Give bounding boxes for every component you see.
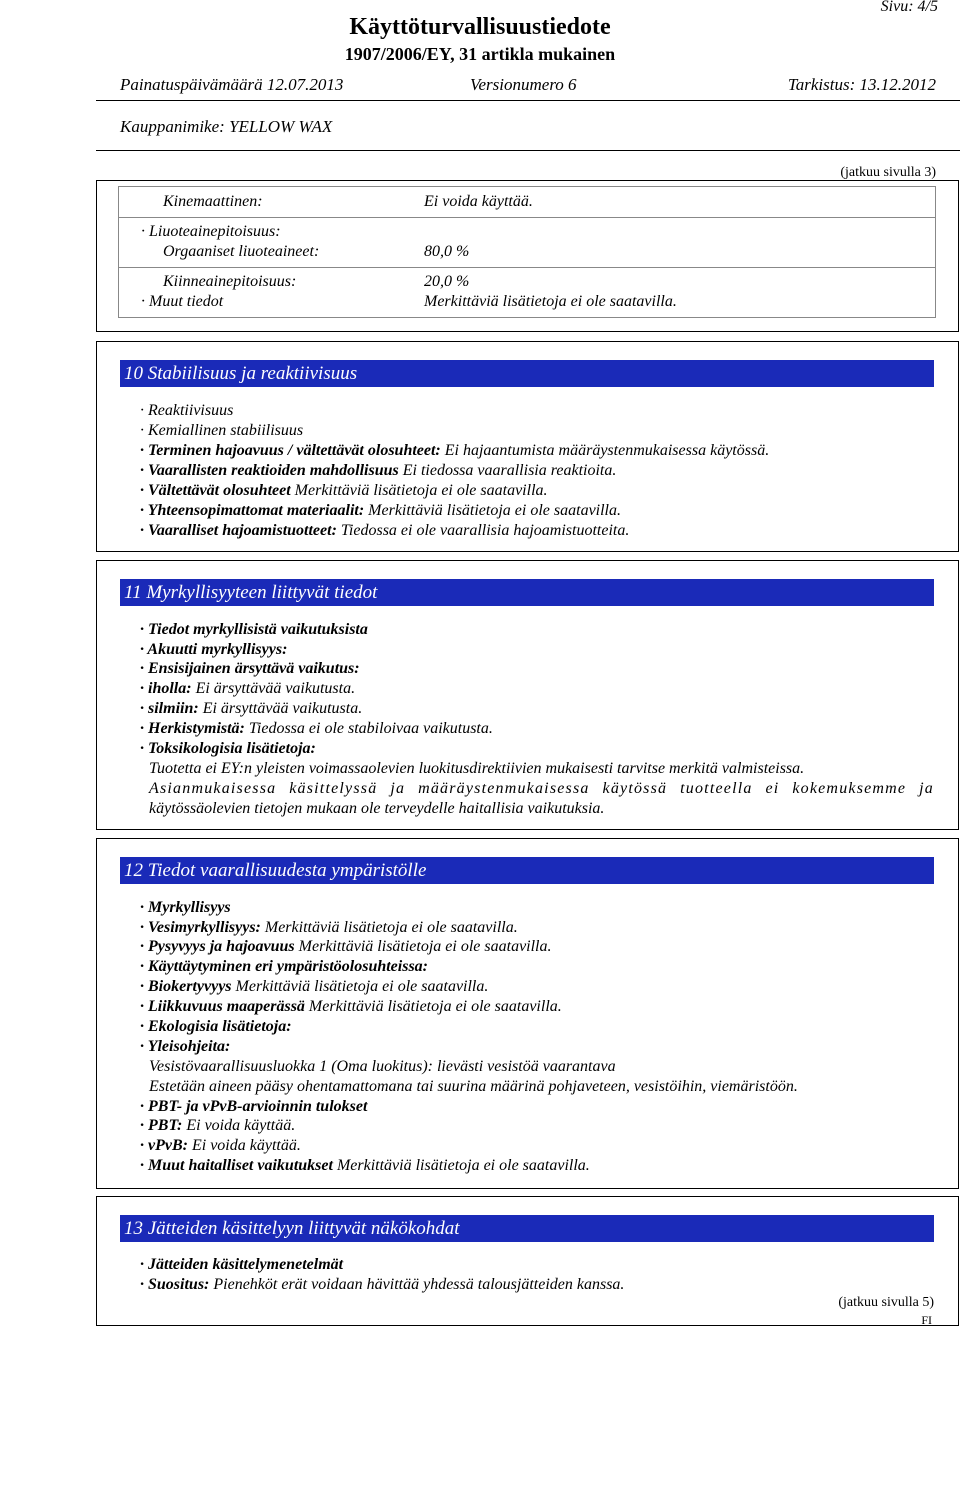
acute-toxicity: · Akuutti myrkyllisyys:	[140, 641, 288, 658]
organic-solvents-label: Orgaaniset liuoteaineet:	[163, 243, 320, 260]
aquatic-tox-label: · Vesimyrkyllisyys:	[140, 919, 261, 936]
other-effects-label: · Muut haitalliset vaikutukset	[140, 1157, 333, 1174]
hazardous-reactions-label: · Vaarallisten reaktioiden mahdollisuus	[140, 462, 399, 479]
hazardous-reactions-value: Ei tiedossa vaarallisia reaktioita.	[402, 462, 617, 479]
organic-solvents-value: 80,0 %	[424, 243, 470, 260]
trade-name: Kauppanimike: YELLOW WAX	[120, 117, 333, 136]
reactivity: · Reaktiivisuus	[140, 402, 234, 419]
other-effects-value: Merkittäviä lisätietoja ei ole saatavilla.	[336, 1157, 590, 1174]
tox-paragraph-3: käytössäolevien tietojen mukaan ole terveydelle haitallisia vaikutuksia.	[149, 800, 605, 817]
solids-label: Kiinneainepitoisuus:	[163, 273, 297, 290]
general-notes: · Yleisohjeita:	[140, 1038, 231, 1055]
revision-date: Tarkistus: 13.12.2012	[787, 75, 936, 94]
skin-value: Ei ärsyttävää vaikutusta.	[195, 680, 356, 697]
soil-mobility-label: · Liikkuvuus maaperässä	[140, 998, 305, 1015]
incompatible-label: · Yhteensopimattomat materiaalit:	[140, 502, 365, 519]
kinematic-label: Kinemaattinen:	[163, 193, 263, 210]
sensitization-value: Tiedossa ei ole stabiloivaa vaikutusta.	[248, 720, 493, 737]
toxicological-info: · Toksikologisia lisätietoja:	[140, 740, 316, 757]
page-number: Sivu: 4/5	[880, 0, 938, 15]
language-code: FI	[921, 1313, 932, 1327]
thermal-decomp-label: · Terminen hajoavuus / vältettävät olosuhteet:	[140, 442, 441, 459]
bioaccumulation-value: Merkittäviä lisätietoja ei ole saatavilla.	[235, 978, 489, 995]
solvent-label: · Liuoteainepitoisuus:	[141, 223, 281, 240]
vpvb-label: · vPvB:	[140, 1137, 188, 1154]
solids-value: 20,0 %	[424, 273, 470, 290]
toxic-effects: · Tiedot myrkyllisistä vaikutuksista	[140, 621, 368, 638]
document-subtitle: 1907/2006/EY, 31 artikla mukainen	[344, 44, 616, 64]
document-title: Käyttöturvallisuustiedote	[349, 14, 611, 40]
persistence-label: · Pysyvyys ja hajoavuus	[140, 938, 295, 955]
eyes-label: · silmiin:	[140, 700, 199, 717]
section-10-heading: 10 Stabiilisuus ja reaktiivisuus	[120, 360, 934, 387]
pbt-value: Ei voida käyttää.	[186, 1117, 296, 1134]
kinematic-value: Ei voida käyttää.	[424, 193, 533, 210]
other-info-label: · Muut tiedot	[141, 293, 224, 310]
section-11-heading: 11 Myrkyllisyyteen liittyvät tiedot	[120, 579, 934, 606]
divider	[119, 267, 935, 268]
conditions-avoid-value: Merkittäviä lisätietoja ei ole saatavilla.	[294, 482, 548, 499]
aquatic-tox-value: Merkittäviä lisätietoja ei ole saatavilla.	[264, 919, 518, 936]
skin-label: · iholla:	[140, 680, 192, 697]
decomp-products-label: · Vaaralliset hajoamistuotteet:	[140, 522, 337, 539]
incompatible-value: Merkittäviä lisätietoja ei ole saatavilla.	[368, 502, 621, 519]
ecological-info: · Ekologisia lisätietoja:	[140, 1018, 292, 1035]
version-number: Versionumero 6	[470, 75, 577, 94]
continued-to: (jatkuu sivulla 5)	[838, 1295, 934, 1310]
tox-paragraph-1: Tuotetta ei EY:n yleisten voimassaolevien luokitusdirektiivien mukaisesti tarvitse merkitä valmisteissa.	[149, 760, 805, 777]
vpvb-value: Ei voida käyttää.	[191, 1137, 301, 1154]
thermal-decomp-value: Ei hajaantumista määräystenmukaisessa käytössä.	[444, 442, 770, 459]
section-12-heading: 12 Tiedot vaarallisuudesta ympäristölle	[120, 857, 934, 884]
print-date: Painatuspäivämäärä 12.07.2013	[120, 75, 344, 94]
section-13-heading: 13 Jätteiden käsittelyyn liittyvät näkökohdat	[120, 1215, 934, 1242]
soil-mobility-value: Merkittäviä lisätietoja ei ole saatavilla.	[308, 998, 562, 1015]
bioaccumulation-label: · Biokertyvyys	[140, 978, 232, 995]
other-info-value: Merkittäviä lisätietoja ei ole saatavilla.	[424, 293, 677, 310]
chemical-stability: · Kemiallinen stabiilisuus	[140, 422, 304, 439]
recommendation-value: Pienehköt erät voidaan hävittää yhdessä talousjätteiden kanssa.	[213, 1276, 625, 1293]
decomp-products-value: Tiedossa ei ole vaarallisia hajoamistuotteita.	[340, 522, 630, 539]
conditions-avoid-label: · Vältettävät olosuhteet	[140, 482, 291, 499]
disposal-methods: · Jätteiden käsittelymenetelmät	[140, 1256, 344, 1273]
continued-from: (jatkuu sivulla 3)	[840, 165, 936, 180]
primary-irritant: · Ensisijainen ärsyttävä vaikutus:	[140, 660, 360, 677]
persistence-value: Merkittäviä lisätietoja ei ole saatavilla.	[298, 938, 552, 955]
sensitization-label: · Herkistymistä:	[140, 720, 245, 737]
environmental-behaviour: · Käyttäytyminen eri ympäristöolosuhteissa:	[140, 958, 429, 975]
water-hazard-class: Vesistövaarallisuusluokka 1 (Oma luokitus): lievästi vesistöä vaarantava	[149, 1058, 616, 1075]
header-rule	[96, 100, 960, 101]
groundwater-note: Estetään aineen pääsy ohentamattomana tai suurina määrinä pohjaveteen, vesistöihin, viemäristöön.	[149, 1078, 798, 1095]
pbt-label: · PBT:	[140, 1117, 183, 1134]
eyes-value: Ei ärsyttävää vaikutusta.	[202, 700, 363, 717]
section-9-inner	[118, 186, 936, 318]
ecotoxicity: · Myrkyllisyys	[140, 899, 231, 916]
pbt-assessment: · PBT- ja vPvB-arvioinnin tulokset	[140, 1098, 368, 1115]
tox-paragraph-2: Asianmukaisessa käsittelyssä ja määräystenmukaisessa käytössä tuotteella ei kokemuksemme ja	[149, 780, 934, 797]
header-rule-2	[96, 150, 960, 151]
divider	[119, 217, 935, 218]
recommendation-label: · Suositus:	[140, 1276, 210, 1293]
